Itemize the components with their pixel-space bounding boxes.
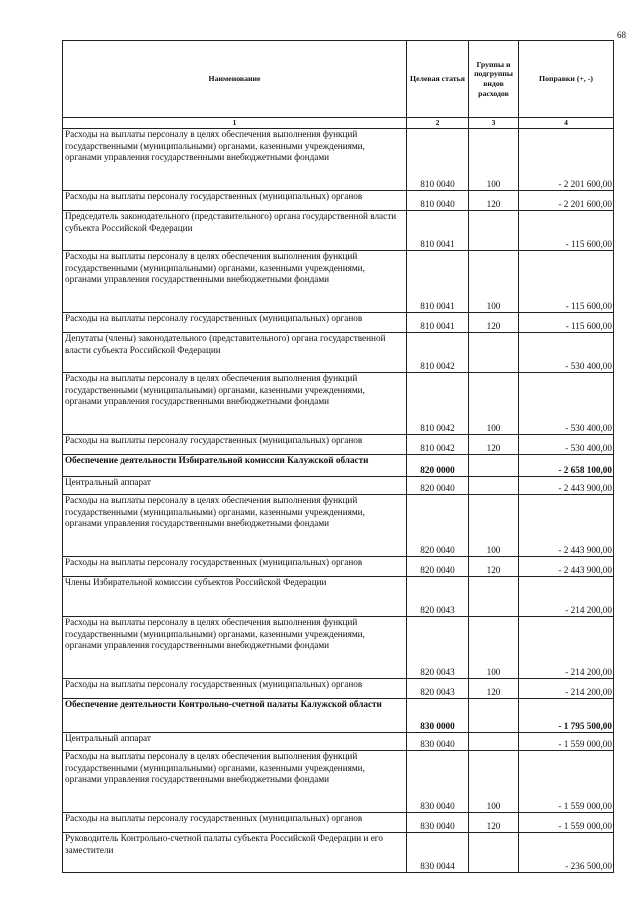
row-amount: - 2 443 900,00 xyxy=(519,557,614,577)
row-code: 810 0040 xyxy=(407,129,469,191)
row-code: 810 0040 xyxy=(407,191,469,211)
row-group xyxy=(469,211,519,251)
table-row xyxy=(63,617,614,679)
row-amount: - 2 201 600,00 xyxy=(519,191,614,211)
table-body xyxy=(63,129,614,873)
header-code: Целевая статья xyxy=(407,41,469,118)
row-amount: - 115 600,00 xyxy=(519,211,614,251)
row-group xyxy=(469,733,519,751)
row-amount: - 1 559 000,00 xyxy=(519,733,614,751)
row-amount: - 530 400,00 xyxy=(519,373,614,435)
row-name: Расходы на выплаты персоналу в целях обеспечения выполнения функций государственными (муниципальными) органами, казенными учреждениями, органами управления государственными внебюджетными фондами xyxy=(63,129,407,191)
row-amount: - 2 201 600,00 xyxy=(519,129,614,191)
row-name: Центральный аппарат xyxy=(63,733,407,751)
table-row xyxy=(63,699,614,733)
row-code: 820 0043 xyxy=(407,617,469,679)
table-row xyxy=(63,557,614,577)
table-row xyxy=(63,733,614,751)
row-code: 820 0040 xyxy=(407,557,469,577)
row-code: 820 0043 xyxy=(407,679,469,699)
row-group: 100 xyxy=(469,495,519,557)
row-group: 100 xyxy=(469,617,519,679)
row-group: 100 xyxy=(469,251,519,313)
row-group: 120 xyxy=(469,313,519,333)
row-name: Расходы на выплаты персоналу государственных (муниципальных) органов xyxy=(63,313,407,333)
row-code: 810 0042 xyxy=(407,435,469,455)
row-name: Руководитель Контрольно-счетной палаты субъекта Российской Федерации и его заместители xyxy=(63,833,407,873)
row-group xyxy=(469,333,519,373)
table-row xyxy=(63,251,614,313)
table-row xyxy=(63,191,614,211)
row-code: 830 0040 xyxy=(407,751,469,813)
row-amount: - 530 400,00 xyxy=(519,333,614,373)
column-number: 1 xyxy=(63,118,407,129)
row-name: Расходы на выплаты персоналу государственных (муниципальных) органов xyxy=(63,191,407,211)
table-row xyxy=(63,313,614,333)
table-row xyxy=(63,679,614,699)
row-amount: - 214 200,00 xyxy=(519,617,614,679)
table-row xyxy=(63,333,614,373)
header-row xyxy=(63,41,614,118)
row-code: 820 0000 xyxy=(407,455,469,477)
row-name: Расходы на выплаты персоналу в целях обеспечения выполнения функций государственными (муниципальными) органами, казенными учреждениями, органами управления государственными внебюджетными фондами xyxy=(63,251,407,313)
row-amount: - 1 795 500,00 xyxy=(519,699,614,733)
row-name: Депутаты (члены) законодательного (представительного) органа государственной власти субъекта Российской Федерации xyxy=(63,333,407,373)
row-group: 120 xyxy=(469,813,519,833)
row-group xyxy=(469,833,519,873)
row-group: 120 xyxy=(469,679,519,699)
row-code: 830 0000 xyxy=(407,699,469,733)
page-number: 68 xyxy=(617,30,626,40)
row-amount: - 2 443 900,00 xyxy=(519,477,614,495)
table-row xyxy=(63,813,614,833)
table-row xyxy=(63,577,614,617)
table-row xyxy=(63,477,614,495)
row-name: Председатель законодательного (представительного) органа государственной власти субъекта Российской Федерации xyxy=(63,211,407,251)
table-row xyxy=(63,435,614,455)
row-amount: - 530 400,00 xyxy=(519,435,614,455)
row-code: 810 0041 xyxy=(407,313,469,333)
table-row xyxy=(63,129,614,191)
row-group: 100 xyxy=(469,129,519,191)
row-amount: - 214 200,00 xyxy=(519,679,614,699)
row-name: Расходы на выплаты персоналу государственных (муниципальных) органов xyxy=(63,813,407,833)
row-name: Обеспечение деятельности Контрольно-счетной палаты Калужской области xyxy=(63,699,407,733)
table-row xyxy=(63,833,614,873)
row-amount: - 2 658 100,00 xyxy=(519,455,614,477)
row-code: 820 0040 xyxy=(407,495,469,557)
table-row xyxy=(63,495,614,557)
row-name: Расходы на выплаты персоналу в целях обеспечения выполнения функций государственными (муниципальными) органами, казенными учреждениями, органами управления государственными внебюджетными фондами xyxy=(63,373,407,435)
row-group xyxy=(469,577,519,617)
table-row xyxy=(63,211,614,251)
row-name: Члены Избирательной комиссии субъектов Российской Федерации xyxy=(63,577,407,617)
row-amount: - 115 600,00 xyxy=(519,313,614,333)
row-name: Центральный аппарат xyxy=(63,477,407,495)
row-code: 810 0041 xyxy=(407,211,469,251)
row-name: Расходы на выплаты персоналу в целях обеспечения выполнения функций государственными (муниципальными) органами, казенными учреждениями, органами управления государственными внебюджетными фондами xyxy=(63,617,407,679)
column-number: 3 xyxy=(469,118,519,129)
row-name: Расходы на выплаты персоналу государственных (муниципальных) органов xyxy=(63,435,407,455)
row-amount: - 214 200,00 xyxy=(519,577,614,617)
row-group: 120 xyxy=(469,557,519,577)
row-code: 830 0040 xyxy=(407,813,469,833)
row-name: Обеспечение деятельности Избирательной комиссии Калужской области xyxy=(63,455,407,477)
row-group: 100 xyxy=(469,751,519,813)
header-name: Наименование xyxy=(63,41,407,118)
row-code: 820 0043 xyxy=(407,577,469,617)
row-code: 830 0040 xyxy=(407,733,469,751)
header-group: Группы и подгруппы видов расходов xyxy=(469,41,519,118)
row-amount: - 115 600,00 xyxy=(519,251,614,313)
row-name: Расходы на выплаты персоналу государственных (муниципальных) органов xyxy=(63,557,407,577)
budget-table xyxy=(62,40,614,873)
row-name: Расходы на выплаты персоналу в целях обеспечения выполнения функций государственными (муниципальными) органами, казенными учреждениями, органами управления государственными внебюджетными фондами xyxy=(63,751,407,813)
row-amount: - 1 559 000,00 xyxy=(519,813,614,833)
row-name: Расходы на выплаты персоналу государственных (муниципальных) органов xyxy=(63,679,407,699)
row-amount: - 236 500,00 xyxy=(519,833,614,873)
table-row xyxy=(63,751,614,813)
row-group: 120 xyxy=(469,191,519,211)
table-row xyxy=(63,373,614,435)
column-number-row xyxy=(63,118,614,129)
row-name: Расходы на выплаты персоналу в целях обеспечения выполнения функций государственными (муниципальными) органами, казенными учреждениями, органами управления государственными внебюджетными фондами xyxy=(63,495,407,557)
row-code: 810 0042 xyxy=(407,333,469,373)
row-group xyxy=(469,699,519,733)
row-group xyxy=(469,455,519,477)
row-group xyxy=(469,477,519,495)
table-row xyxy=(63,455,614,477)
row-code: 810 0042 xyxy=(407,373,469,435)
row-amount: - 2 443 900,00 xyxy=(519,495,614,557)
column-number: 4 xyxy=(519,118,614,129)
row-code: 830 0044 xyxy=(407,833,469,873)
row-code: 820 0040 xyxy=(407,477,469,495)
row-group: 100 xyxy=(469,373,519,435)
header-amount: Поправки (+, -) xyxy=(519,41,614,118)
row-code: 810 0041 xyxy=(407,251,469,313)
row-group: 120 xyxy=(469,435,519,455)
row-amount: - 1 559 000,00 xyxy=(519,751,614,813)
column-number: 2 xyxy=(407,118,469,129)
